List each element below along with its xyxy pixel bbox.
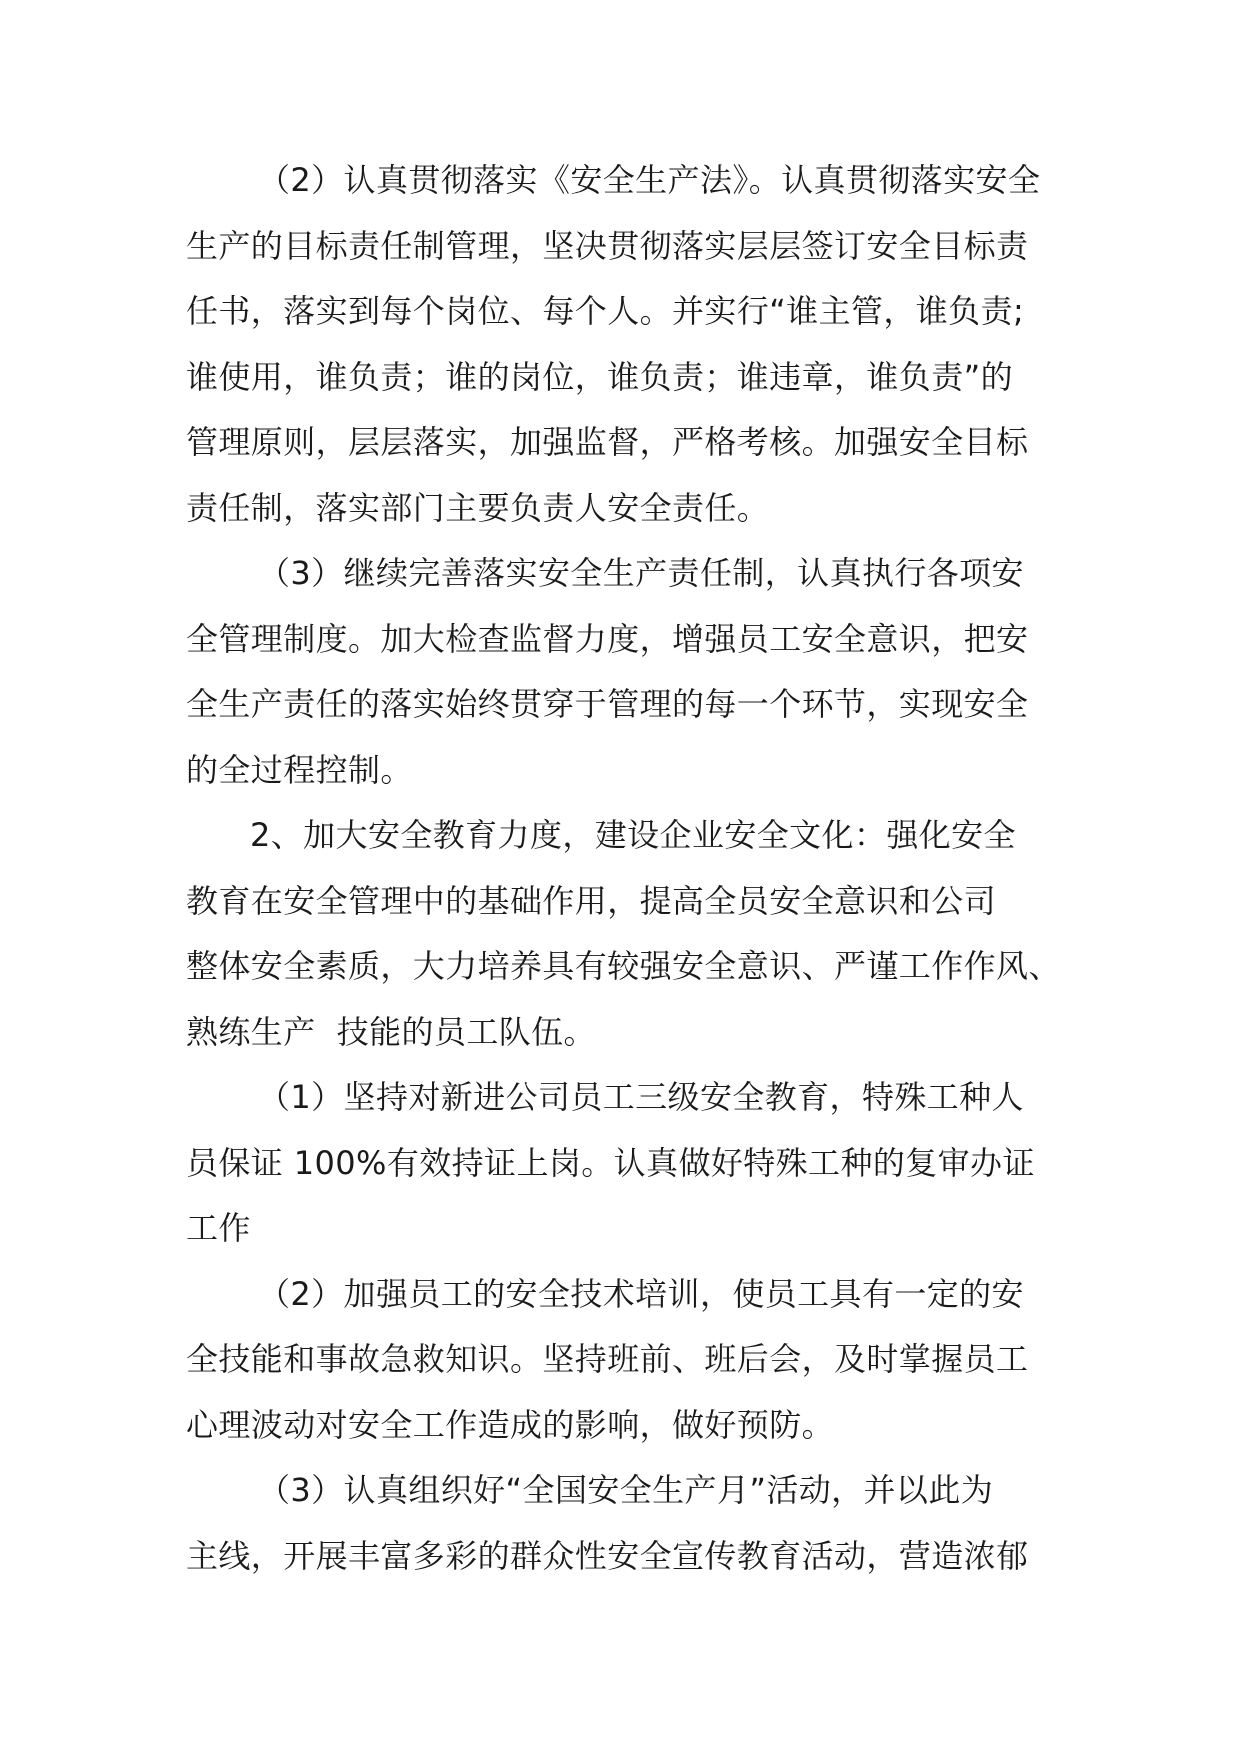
paragraph-line: （2）加强员工的安全技术培训，使员工具有一定的安 [258,1274,1024,1313]
paragraph-line: 全管理制度。加大检查监督力度，增强员工安全意识，把安 [186,619,1029,658]
paragraph-line: 整体安全素质，大力培养具有较强安全意识、严谨工作作风、 [186,947,1061,985]
paragraph-line: 员保证 100%有效持证上岗。认真做好特殊工种的复审办证 [186,1143,1035,1182]
paragraph-line: 责任制，落实部门主要负责人安全责任。 [186,488,770,527]
paragraph-line: 熟练生产 技能的员工队伍。 [186,1012,596,1051]
paragraph-line: （3）继续完善落实安全生产责任制，认真执行各项安 [258,554,1024,592]
paragraph-line: 谁使用，谁负责；谁的岗位，谁负责；谁违章，谁负责”的 [186,357,1013,396]
paragraph-line: 的全过程控制。 [186,750,413,789]
paragraph-line: 全技能和事故急救知识。坚持班前、班后会，及时掌握员工 [186,1340,1029,1378]
paragraph-line: 生产的目标责任制管理，坚决贯彻落实层层签订安全目标责 [186,226,1029,265]
paragraph-line: （3）认真组织好“全国安全生产月”活动，并以此为 [258,1471,994,1509]
document-body [186,148,1061,1589]
paragraph-line: （1）坚持对新进公司员工三级安全教育，特殊工种人 [258,1078,1024,1116]
paragraph-line: 任书，落实到每个岗位、每个人。并实行“谁主管，谁负责; [186,292,1025,330]
paragraph-line: 全生产责任的落实始终贯穿于管理的每一个环节，实现安全 [186,685,1029,723]
paragraph-line: 2、加大安全教育力度，建设企业安全文化：强化安全 [250,816,1016,854]
paragraph-line: 管理原则，层层落实，加强监督，严格考核。加强安全目标 [186,423,1029,461]
paragraph-line: 工作 [186,1209,251,1247]
paragraph-line: 心理波动对安全工作造成的影响，做好预防。 [186,1405,835,1444]
paragraph-line: （2）认真贯彻落实《安全生产法》。认真贯彻落实安全 [258,161,1041,199]
paragraph-line: 主线，开展丰富多彩的群众性安全宣传教育活动，营造浓郁 [186,1536,1029,1575]
paragraph-line: 教育在安全管理中的基础作用，提高全员安全意识和公司 [186,881,997,920]
